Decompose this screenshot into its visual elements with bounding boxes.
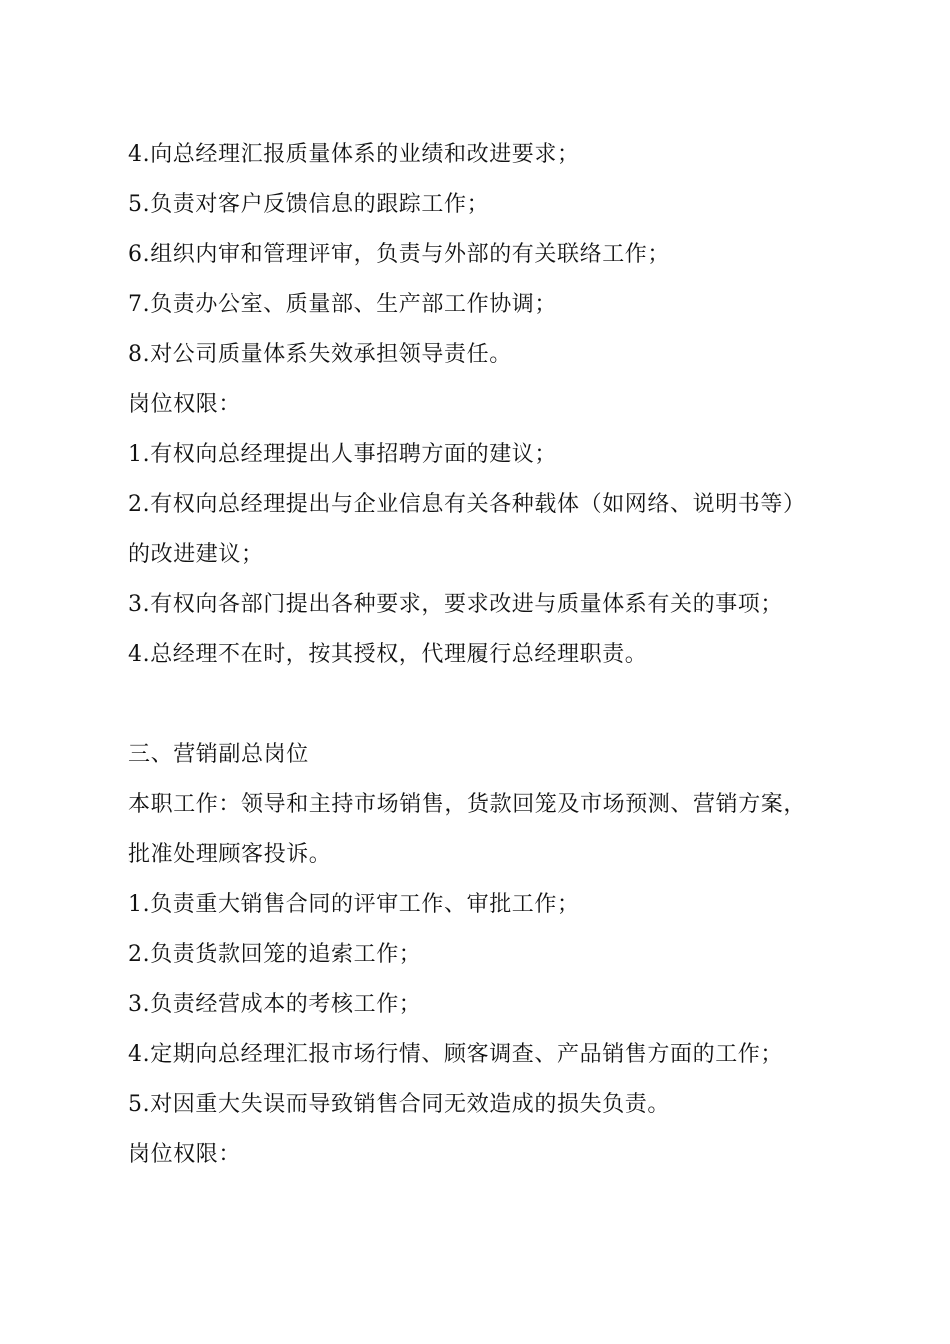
sales-duty-item-4: 4.定期向总经理汇报市场行情、顾客调查、产品销售方面的工作； <box>128 1042 783 1067</box>
authority-heading: 岗位权限： <box>128 392 242 417</box>
sales-duty-item-2: 2.负责货款回笼的追索工作； <box>128 942 422 967</box>
duty-item-5: 5.负责对客户反馈信息的跟踪工作； <box>128 192 490 217</box>
sales-duty-item-3: 3.负责经营成本的考核工作； <box>128 992 422 1017</box>
duty-item-4: 4.向总经理汇报质量体系的业绩和改进要求； <box>128 142 580 167</box>
sales-duty-item-5: 5.对因重大失误而导致销售合同无效造成的损失负责。 <box>128 1092 670 1117</box>
main-duty-line-1: 本职工作：领导和主持市场销售，货款回笼及市场预测、营销方案， <box>128 792 807 817</box>
sales-authority-heading: 岗位权限： <box>128 1142 242 1167</box>
authority-item-4: 4.总经理不在时，按其授权，代理履行总经理职责。 <box>128 642 648 667</box>
authority-item-2-continued: 的改进建议； <box>128 542 264 567</box>
duty-item-6: 6.组织内审和管理评审，负责与外部的有关联络工作； <box>128 242 670 267</box>
authority-item-3: 3.有权向各部门提出各种要求，要求改进与质量体系有关的事项； <box>128 592 783 617</box>
main-duty-line-2: 批准处理顾客投诉。 <box>128 842 332 867</box>
authority-item-2: 2.有权向总经理提出与企业信息有关各种载体（如网络、说明书等） <box>128 492 806 517</box>
authority-item-1: 1.有权向总经理提出人事招聘方面的建议； <box>128 442 557 467</box>
section-heading: 三、营销副总岗位 <box>128 742 309 767</box>
duty-item-8: 8.对公司质量体系失效承担领导责任。 <box>128 342 512 367</box>
sales-duty-item-1: 1.负责重大销售合同的评审工作、审批工作； <box>128 892 580 917</box>
duty-item-7: 7.负责办公室、质量部、生产部工作协调； <box>128 292 557 317</box>
